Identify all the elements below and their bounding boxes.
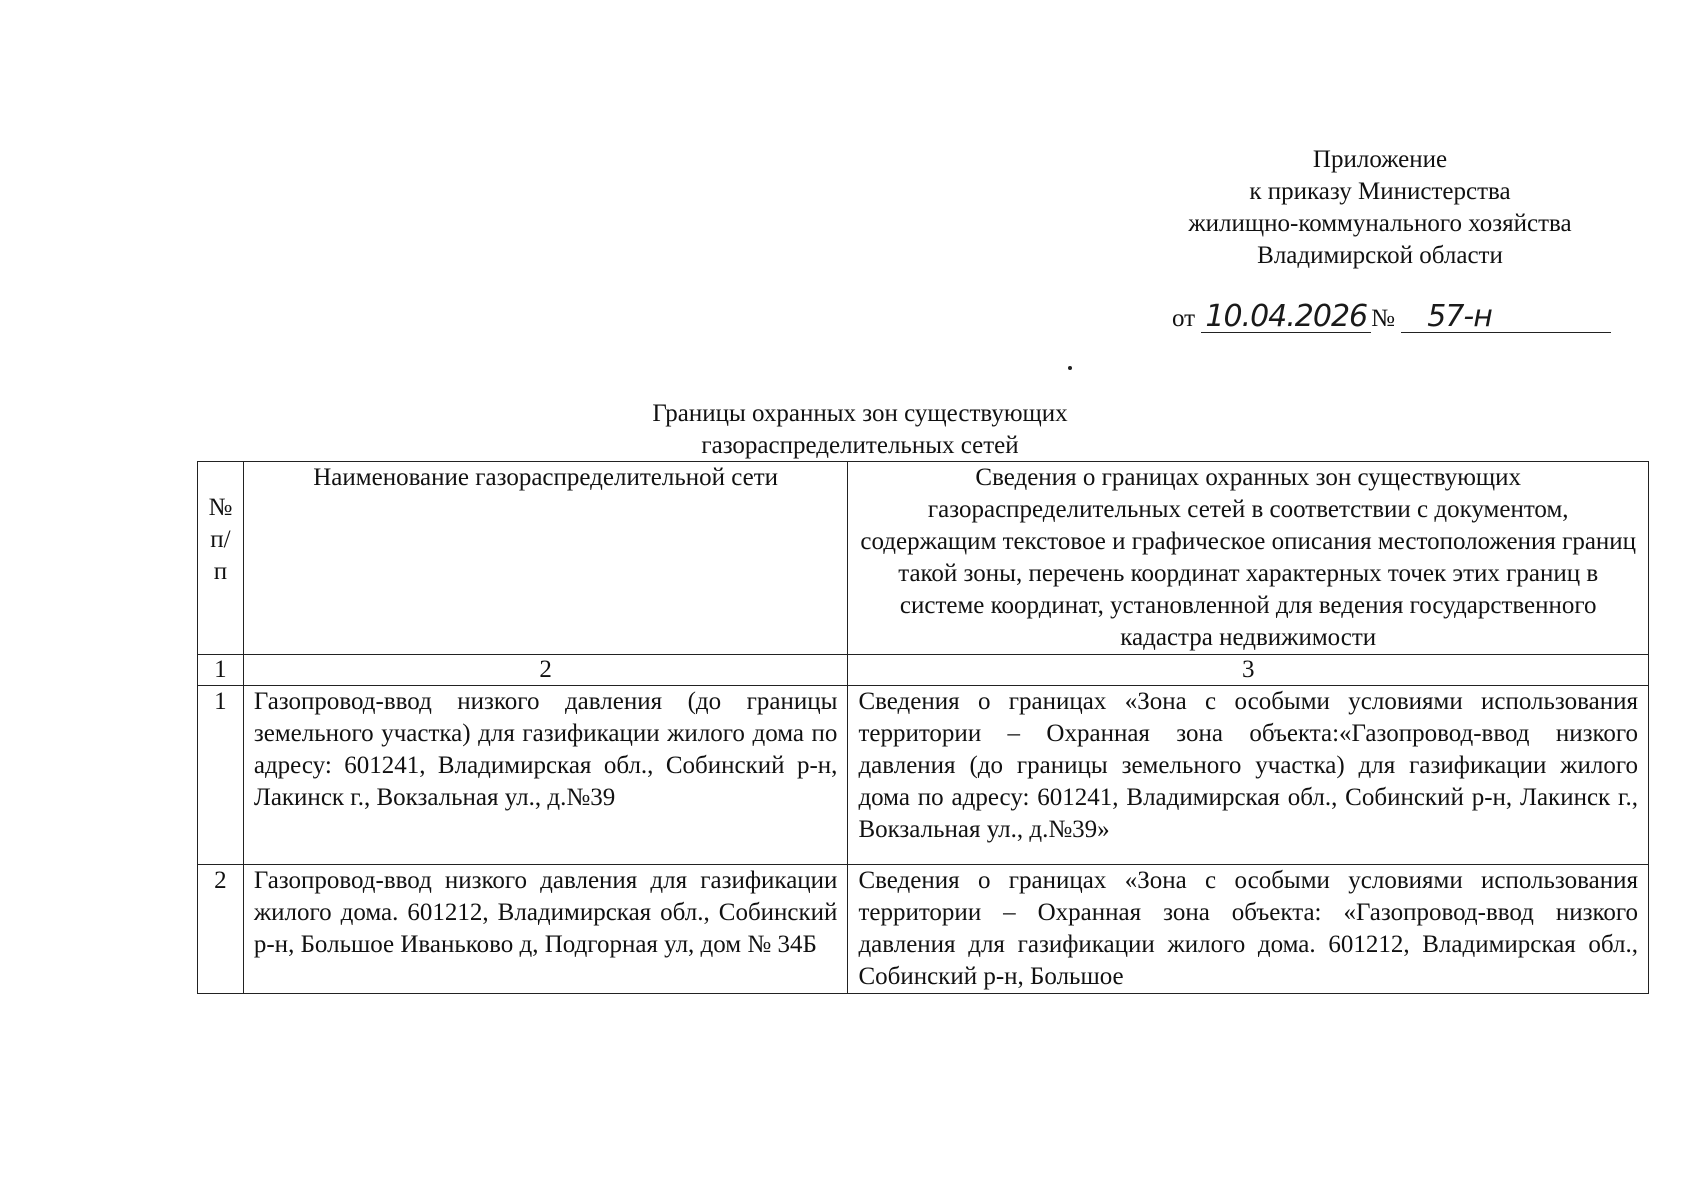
- index-cell: 3: [848, 655, 1649, 686]
- appendix-line: к приказу Министерства: [1249, 178, 1511, 205]
- index-cell: 1: [198, 655, 244, 686]
- title-line: газораспределительных сетей: [701, 432, 1019, 459]
- appendix-line: Владимирской области: [1257, 242, 1503, 269]
- row-number: 2: [198, 865, 244, 994]
- table-index-row: [198, 655, 1649, 686]
- order-date-line: [1172, 299, 1611, 335]
- zone-info: Сведения о границах «Зона с особыми условиями использования территории – Охранная зона объекта:«Газопровод-ввод низкого давления (до границы земельного участка) для газификации жилого дома по адресу: 601241, Владимирская обл., Собинский р-н, Лакинск г., Вокзальная ул., д.№39»: [848, 686, 1649, 865]
- order-date: 10.04.2026: [1201, 302, 1371, 333]
- from-label: от: [1172, 305, 1196, 332]
- zone-info: Сведения о границах «Зона с особыми условиями использования территории – Охранная зона объекта: «Газопровод-ввод низкого давления для газификации жилого дома. 601212, Владимирская обл., Собинский р-н, Большое: [848, 865, 1649, 994]
- stray-dot: [1068, 366, 1072, 370]
- order-number: 57-н: [1401, 302, 1611, 333]
- protection-zones-table: [197, 461, 1649, 994]
- header-number: № п/п: [198, 462, 244, 655]
- appendix-line: жилищно-коммунального хозяйства: [1188, 210, 1572, 237]
- number-label: №: [1371, 305, 1395, 332]
- title-line: Границы охранных зон существующих: [652, 400, 1068, 427]
- table-header-row: [198, 462, 1649, 655]
- header-network-name: Наименование газораспределительной сети: [243, 462, 848, 655]
- network-name: Газопровод-ввод низкого давления для газификации жилого дома. 601212, Владимирская обл., Собинский р-н, Большое Иваньково д, Подгорная ул, дом № 34Б: [243, 865, 848, 994]
- table-row: [198, 865, 1649, 994]
- header-zone-info: Сведения о границах охранных зон существующих газораспределительных сетей в соответствии с документом, содержащим текстовое и графическое описания местоположения границ такой зоны, перечень координат характерных точек этих границ в системе координат, установленной для ведения государственного кадастра недвижимости: [848, 462, 1649, 655]
- appendix-heading: [1120, 144, 1640, 272]
- network-name: Газопровод-ввод низкого давления (до границы земельного участка) для газификации жилого дома по адресу: 601241, Владимирская обл., Собинский р-н, Лакинск г., Вокзальная ул., д.№39: [243, 686, 848, 865]
- appendix-line: Приложение: [1312, 146, 1448, 173]
- row-number: 1: [198, 686, 244, 865]
- index-cell: 2: [243, 655, 848, 686]
- table-row: [198, 686, 1649, 865]
- document-title: [460, 398, 1260, 462]
